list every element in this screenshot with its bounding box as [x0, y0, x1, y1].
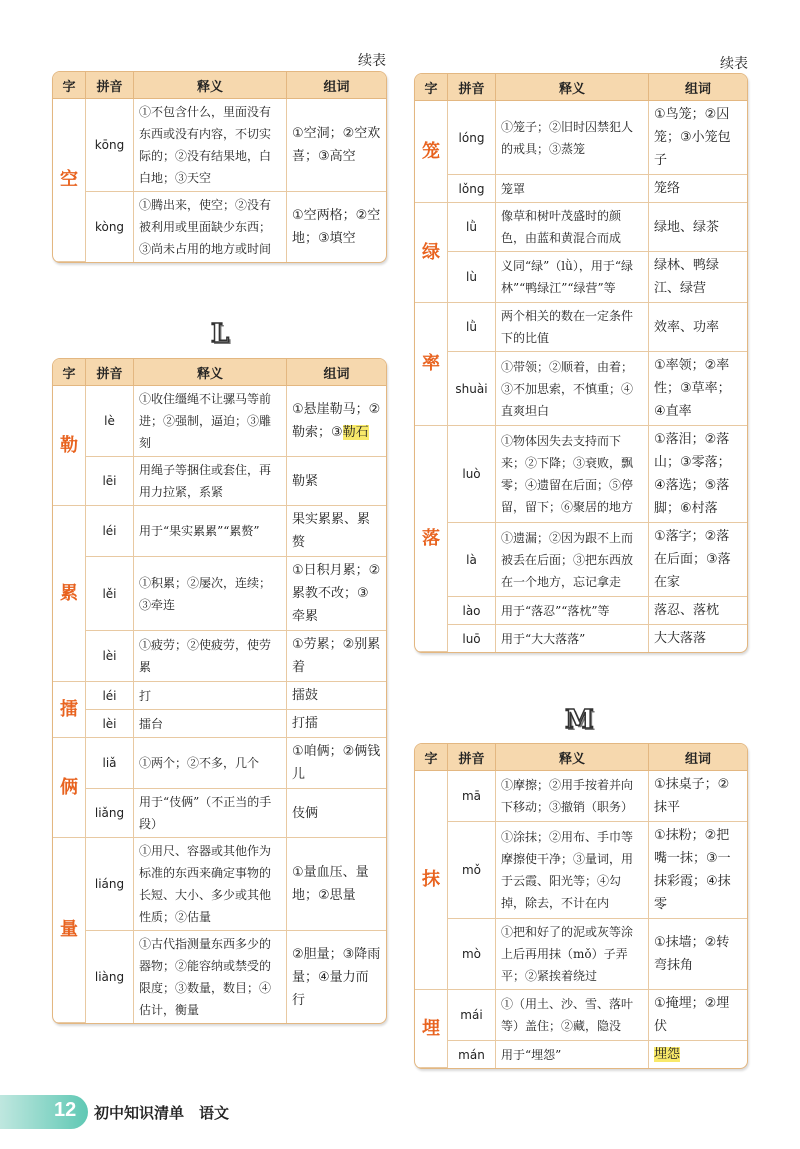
- words-cell: [649, 990, 747, 1041]
- page-number: 12: [54, 1099, 77, 1121]
- dict-table: [414, 743, 748, 1069]
- pinyin-cell: lèi: [86, 631, 134, 682]
- words-text: 效率、功率: [654, 319, 720, 335]
- table-row: [415, 252, 747, 303]
- pinyin-cell: kōng: [86, 99, 134, 192]
- table-row: [415, 771, 747, 822]
- definition-cell: 两个相关的数在一定条件下的比值: [496, 303, 649, 352]
- table-row: [53, 682, 386, 710]
- words-cell: [649, 1041, 747, 1068]
- table-row: [415, 303, 747, 352]
- continued-label-right: 续表: [720, 56, 748, 72]
- definition-cell: ①遗漏；②因为跟不上而被丢在后面；③把东西放在一个地方，忘记拿走: [496, 523, 649, 597]
- header-pinyin: 拼音: [86, 72, 134, 99]
- header-row: [53, 72, 386, 99]
- definition-cell: 打: [134, 682, 287, 710]
- entry-char: 抹: [415, 771, 448, 990]
- entry-char: 量: [53, 838, 86, 1023]
- table-row: [53, 931, 386, 1023]
- definition-cell: ①腾出来，使空；②没有被利用或里面缺少东西；③尚未占用的地方或时间: [134, 192, 287, 262]
- words-cell: [287, 838, 386, 931]
- header-row: [53, 359, 386, 386]
- pinyin-cell: liáng: [86, 838, 134, 931]
- pinyin-cell: lǒng: [448, 175, 496, 203]
- letter-m-heading: M: [565, 705, 594, 735]
- table-row: [53, 99, 386, 192]
- words-cell: [649, 597, 747, 625]
- table-row: [415, 101, 747, 175]
- entry-char: 勒: [53, 386, 86, 506]
- definition-cell: ①用尺、容器或其他作为标准的东西来确定事物的长短、大小、多少或其他性质；②估量: [134, 838, 287, 931]
- words-text: ①落泪；②落山；③零落；④落选；⑤落脚；⑥村落: [654, 432, 731, 516]
- definition-cell: ①积累；②屡次，连续；③牵连: [134, 557, 287, 631]
- entry-char: 落: [415, 426, 448, 652]
- dict-table: [414, 73, 748, 653]
- header-char: 字: [415, 74, 448, 101]
- definition-cell: 像草和树叶茂盛时的颜色，由蓝和黄混合而成: [496, 203, 649, 252]
- pinyin-cell: lēi: [86, 457, 134, 506]
- dict-table: [52, 71, 387, 263]
- table-row: [415, 203, 747, 252]
- table-row: [415, 1041, 747, 1068]
- words-cell: [649, 352, 747, 426]
- definition-cell: 用于“果实累累”“累赘”: [134, 506, 287, 557]
- entry-char: 擂: [53, 682, 86, 738]
- words-cell: [287, 682, 386, 710]
- header-char: 字: [415, 744, 448, 771]
- words-text: 打擂: [292, 716, 319, 731]
- words-cell: [287, 506, 386, 557]
- pinyin-cell: mò: [448, 919, 496, 990]
- header-words: 组词: [287, 72, 386, 99]
- table-row: [53, 789, 386, 838]
- table-row: [415, 597, 747, 625]
- words-cell: [649, 919, 747, 990]
- words-text: ①空两格；②空地；③填空: [292, 208, 381, 246]
- entry-char: 俩: [53, 738, 86, 838]
- header-words: 组词: [649, 744, 747, 771]
- words-text: ②胆量；③降雨量；④量力而行: [292, 946, 381, 1008]
- words-cell: [649, 771, 747, 822]
- table-row: [53, 710, 386, 738]
- highlighted-word: 勒石: [342, 425, 369, 440]
- definition-cell: ①带领；②顺着，由着；③不加思索，不慎重；④直爽坦白: [496, 352, 649, 426]
- pinyin-cell: léi: [86, 682, 134, 710]
- table-row: [53, 738, 386, 789]
- header-char: 字: [53, 72, 86, 99]
- table-right-top: [414, 73, 748, 653]
- continued-label-left: 续表: [358, 53, 386, 69]
- header-meaning: 释义: [134, 72, 287, 99]
- header-row: [415, 744, 747, 771]
- words-cell: [287, 457, 386, 506]
- header-char: 字: [53, 359, 86, 386]
- words-cell: [649, 175, 747, 203]
- definition-cell: ①两个；②不多，几个: [134, 738, 287, 789]
- table-row: [53, 386, 386, 457]
- table-row: [415, 426, 747, 523]
- header-meaning: 释义: [496, 744, 649, 771]
- highlighted-word: 埋怨: [654, 1047, 681, 1062]
- words-text: ①量血压、量地；②思量: [292, 865, 369, 903]
- dict-table: [52, 358, 387, 1024]
- words-cell: [649, 523, 747, 597]
- pinyin-cell: mǒ: [448, 822, 496, 919]
- definition-cell: ①收住缰绳不让骡马等前进；②强制，逼迫；③雕刻: [134, 386, 287, 457]
- definition-cell: 用于“大大落落”: [496, 625, 649, 652]
- pinyin-cell: kòng: [86, 192, 134, 262]
- words-cell: [649, 625, 747, 652]
- pinyin-cell: liǎng: [86, 789, 134, 838]
- words-text: 果实累累、累赘: [292, 512, 371, 550]
- words-cell: [287, 99, 386, 192]
- pinyin-cell: mái: [448, 990, 496, 1041]
- definition-cell: ①（用土、沙、雪、落叶等）盖住；②藏，隐没: [496, 990, 649, 1041]
- words-cell: [287, 386, 386, 457]
- words-cell: [287, 557, 386, 631]
- words-text: 擂鼓: [292, 688, 319, 703]
- definition-cell: 笼罩: [496, 175, 649, 203]
- words-cell: [287, 931, 386, 1023]
- entry-char: 埋: [415, 990, 448, 1068]
- entry-char: 空: [53, 99, 86, 262]
- definition-cell: 义同“绿”（lǜ），用于“绿林”“鸭绿江”“绿营”等: [496, 252, 649, 303]
- header-row: [415, 74, 747, 101]
- entry-char: 绿: [415, 203, 448, 303]
- definition-cell: 用于“落忍”“落枕”等: [496, 597, 649, 625]
- words-text: 勒紧: [292, 473, 319, 489]
- definition-cell: ①古代指测量东西多少的器物；②能容纳或禁受的限度；③数量，数目；④估计，衡量: [134, 931, 287, 1023]
- pinyin-cell: lǜ: [448, 203, 496, 252]
- header-words: 组词: [649, 74, 747, 101]
- pinyin-cell: liǎ: [86, 738, 134, 789]
- words-cell: [287, 710, 386, 738]
- definition-cell: ①涂抹；②用布、手巾等摩擦使干净；③量词，用于云霞、阳光等；④勾掉，除去，不计在内: [496, 822, 649, 919]
- definition-cell: ①物体因失去支持而下来；②下降；③衰败，飘零；④遗留在后面；⑤停留，留下；⑥聚居的地方: [496, 426, 649, 523]
- definition-cell: 擂台: [134, 710, 287, 738]
- words-cell: [287, 789, 386, 838]
- definition-cell: 用绳子等捆住或套住，再用力拉紧，系紧: [134, 457, 287, 506]
- table-left-l: [52, 358, 387, 1024]
- footer-title: 初中知识清单 语文: [94, 1104, 230, 1122]
- definition-cell: ①把和好了的泥或灰等涂上后再用抹（mǒ）子弄平；②紧挨着绕过: [496, 919, 649, 990]
- table-row: [53, 457, 386, 506]
- table-row: [415, 990, 747, 1041]
- entry-char: 率: [415, 303, 448, 426]
- words-text: ①率领；②率性；③草率；④直率: [654, 358, 731, 419]
- words-cell: [649, 101, 747, 175]
- entry-char: 笼: [415, 101, 448, 203]
- words-text: ①日积月累；②累教不改；③牵累: [292, 563, 381, 624]
- words-text: 绿林、鸭绿江、绿营: [654, 258, 720, 296]
- words-text: ①悬崖勒马；②勒索；③: [292, 402, 381, 440]
- header-pinyin: 拼音: [448, 744, 496, 771]
- words-text: ①抹桌子；②抹平: [654, 777, 730, 815]
- table-row: [415, 175, 747, 203]
- table-right-m: [414, 743, 748, 1069]
- pinyin-cell: luō: [448, 625, 496, 652]
- pinyin-cell: lǜ: [448, 303, 496, 352]
- entry-char: 累: [53, 506, 86, 682]
- table-row: [53, 631, 386, 682]
- definition-cell: 用于“埋怨”: [496, 1041, 649, 1068]
- header-pinyin: 拼音: [86, 359, 134, 386]
- table-row: [415, 822, 747, 919]
- letter-l-heading: L: [210, 319, 230, 349]
- table-row: [53, 838, 386, 931]
- table-left-top: [52, 71, 387, 263]
- header-pinyin: 拼音: [448, 74, 496, 101]
- words-text: 落忍、落枕: [654, 603, 720, 618]
- words-text: ①掩埋；②埋伏: [654, 996, 730, 1034]
- pinyin-cell: mán: [448, 1041, 496, 1068]
- table-row: [415, 352, 747, 426]
- words-text: 笼络: [654, 181, 681, 196]
- definition-cell: ①疲劳；②使疲劳，使劳累: [134, 631, 287, 682]
- table-row: [53, 192, 386, 262]
- table-row: [415, 919, 747, 990]
- pinyin-cell: liàng: [86, 931, 134, 1023]
- words-cell: [649, 822, 747, 919]
- words-cell: [649, 203, 747, 252]
- header-meaning: 释义: [496, 74, 649, 101]
- pinyin-cell: lè: [86, 386, 134, 457]
- pinyin-cell: lóng: [448, 101, 496, 175]
- definition-cell: ①摩擦；②用手按着并向下移动；③撤销（职务）: [496, 771, 649, 822]
- words-text: ①抹墙；②转弯抹角: [654, 935, 730, 973]
- words-text: ①空洞；②空欢喜；③高空: [292, 126, 381, 164]
- words-text: 伎俩: [292, 805, 319, 821]
- pinyin-cell: shuài: [448, 352, 496, 426]
- header-words: 组词: [287, 359, 386, 386]
- header-meaning: 释义: [134, 359, 287, 386]
- table-row: [53, 557, 386, 631]
- pinyin-cell: léi: [86, 506, 134, 557]
- definition-cell: ①不包含什么，里面没有东西或没有内容，不切实际的；②没有结果地，白白地；③天空: [134, 99, 287, 192]
- words-text: ①劳累；②别累着: [292, 637, 381, 675]
- words-text: 绿地、绿茶: [654, 219, 720, 235]
- pinyin-cell: lěi: [86, 557, 134, 631]
- definition-cell: ①笼子；②旧时囚禁犯人的戒具；③蒸笼: [496, 101, 649, 175]
- pinyin-cell: là: [448, 523, 496, 597]
- words-cell: [287, 738, 386, 789]
- table-row: [415, 523, 747, 597]
- words-cell: [649, 252, 747, 303]
- words-text: ①落字；②落在后面；③落在家: [654, 529, 731, 590]
- words-text: 大大落落: [654, 631, 707, 646]
- words-text: ①咱俩；②俩钱儿: [292, 744, 381, 782]
- words-cell: [287, 192, 386, 262]
- words-text: ①抹粉；②把嘴一抹；③一抹彩霞；④抹零: [654, 828, 731, 912]
- words-cell: [649, 303, 747, 352]
- pinyin-cell: lù: [448, 252, 496, 303]
- table-row: [415, 625, 747, 652]
- pinyin-cell: luò: [448, 426, 496, 523]
- definition-cell: 用于“伎俩”（不正当的手段）: [134, 789, 287, 838]
- pinyin-cell: mā: [448, 771, 496, 822]
- words-cell: [287, 631, 386, 682]
- pinyin-cell: lèi: [86, 710, 134, 738]
- words-text: ①鸟笼；②囚笼；③小笼包子: [654, 107, 731, 168]
- words-cell: [649, 426, 747, 523]
- pinyin-cell: lào: [448, 597, 496, 625]
- table-row: [53, 506, 386, 557]
